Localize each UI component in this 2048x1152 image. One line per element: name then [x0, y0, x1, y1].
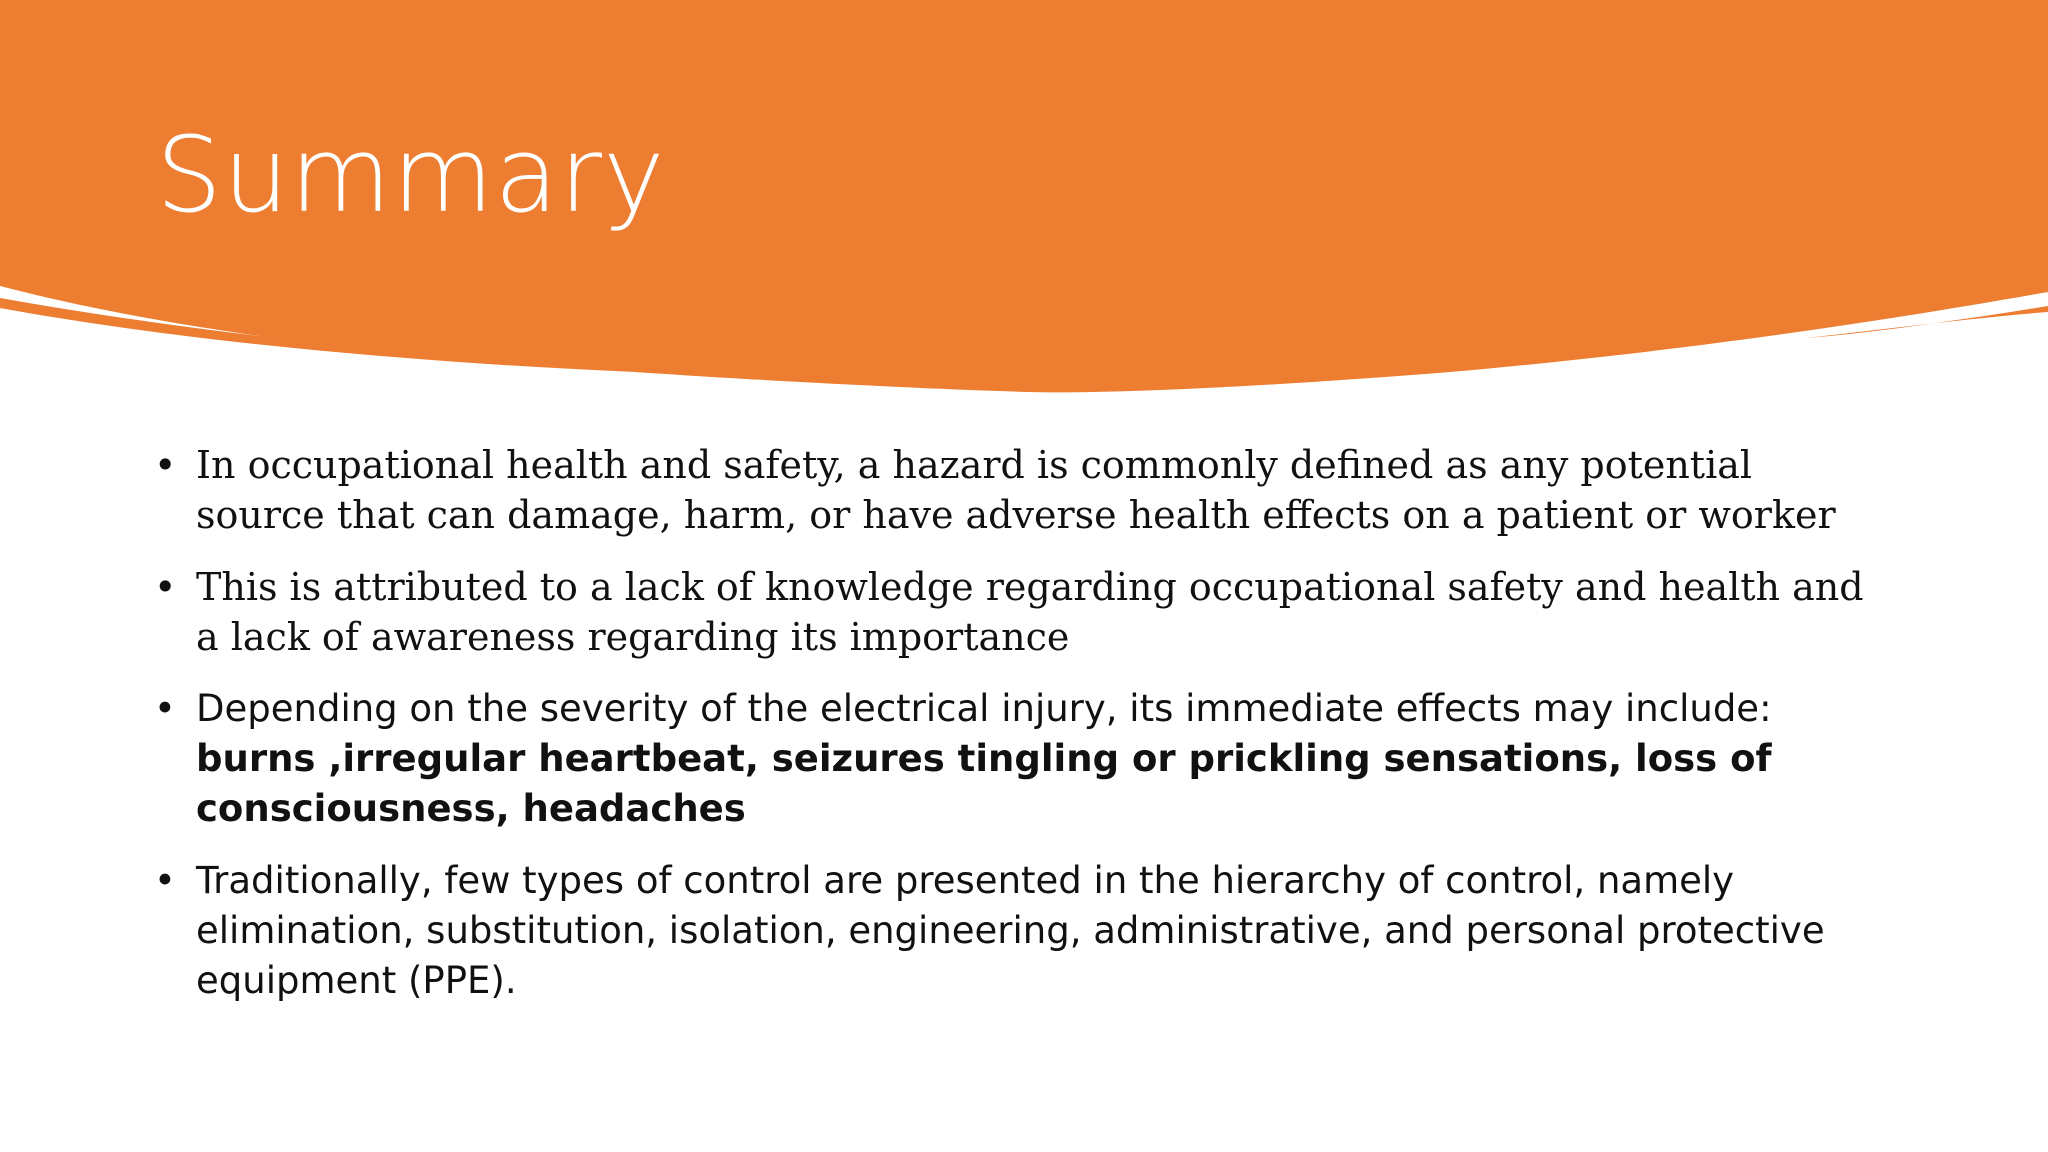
bullet-text: Depending on the severity of the electrical injury, its immediate effects may include:	[196, 687, 1772, 730]
bullet-text: In occupational health and safety, a hazard is commonly defined as any potential source that can damage, harm, or have adverse health effects on a patient or worker	[196, 443, 1836, 537]
bullet-item-lack-of-knowledge	[150, 562, 1890, 662]
bullet-dot-icon: •	[154, 443, 177, 487]
slide-title: Summary	[156, 114, 666, 236]
bullet-dot-icon: •	[154, 687, 176, 730]
bullet-dot-icon: •	[154, 859, 176, 902]
bullet-text: Traditionally, few types of control are presented in the hierarchy of control, namely elimination, substitution, isolation, engineering, administrative, and personal protective equipment (PPE).	[196, 859, 1825, 1002]
bullet-item-hazard-definition	[150, 440, 1890, 540]
bullet-dot-icon: •	[154, 565, 177, 609]
bullet-list	[150, 440, 1890, 1028]
bullet-item-hierarchy-of-control	[150, 856, 1890, 1006]
bullet-emphasis-text: burns ,irregular heartbeat, seizures tingling or prickling sensations, loss of consciousness, headaches	[196, 737, 1772, 830]
bullet-text: This is attributed to a lack of knowledge regarding occupational safety and health and a lack of awareness regarding its importance	[196, 565, 1864, 659]
bullet-item-electrical-injury	[150, 684, 1890, 834]
